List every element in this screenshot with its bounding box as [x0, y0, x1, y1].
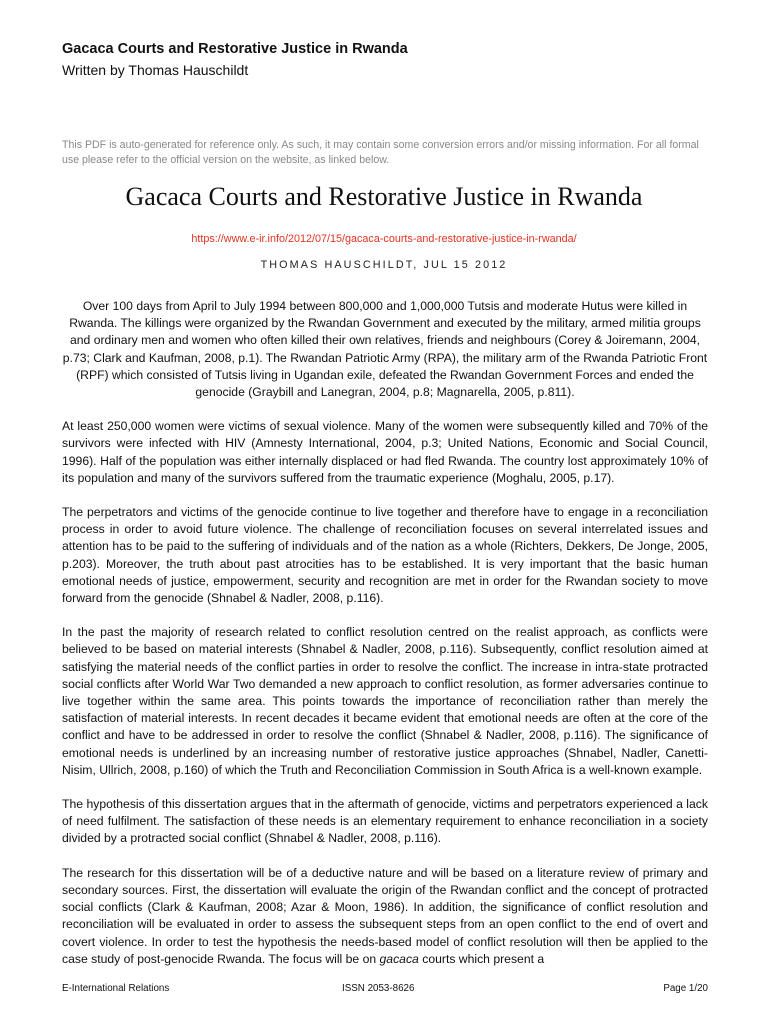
paragraph-6-text: The research for this dissertation will be of a deductive nature and will be based on a literature review of primary and secondary sources. First, the dissertation will evaluate the origin of the Rwandan conflict and the concept of protracted social conflicts (Clark & Kaufman, 2008; Azar & Moon, 1986). In addition, the significance of conflict resolution and reconciliation will be evaluated in order to assess the subsequent steps from an open conflict to the end of overt and covert violence. In order to test the hypothesis the needs-based model of conflict resolution will then be applied to the case study of post-genocide Rwanda. The focus will be on [62, 865, 708, 966]
article-title: Gacaca Courts and Restorative Justice in Rwanda [125, 182, 643, 211]
header-title: Gacaca Courts and Restorative Justice in Rwanda [62, 41, 408, 57]
footer-publisher: E-International Relations [62, 983, 170, 994]
footer-issn: ISSN 2053-8626 [342, 983, 415, 994]
article-byline: THOMAS HAUSCHILDT, JUL 15 2012 [260, 259, 508, 271]
paragraph-6 [62, 865, 708, 968]
paragraph-4: In the past the majority of research related to conflict resolution centred on the realist approach, as conflicts were believed to be based on material interests (Shnabel & Nadler, 2008, p.116). Subsequently, conflict resolution aimed at satisfying the material needs of the conflict parties in order to resolve the conflict. The increase in intra-state protracted social conflicts after World War Two demanded a new approach to conflict resolution, as former adversaries continue to live together within the same area. This points towards the importance of reconciliation rather than merely the satisfaction of material interests. In recent decades it became evident that emotional needs are often at the core of the conflict and have to be addressed in order to resolve the conflict (Shnabel & Nadler, 2008, p.116). The significance of emotional needs is underlined by an increasing number of restorative justice approaches (Shnabel, Nadler, Canetti-Nisim, Ullrich, 2008, p.160) of which the Truth and Reconciliation Commission in South Africa is a well-known example. [62, 625, 708, 777]
paragraph-2: At least 250,000 women were victims of sexual violence. Many of the women were subsequently killed and 70% of the survivors were infected with HIV (Amnesty International, 2004, p.3; United Nations, Economic and Social Council, 1996). Half of the population was either internally displaced or had fled Rwanda. The country lost approximately 10% of its population and many of the survivors suffered from the traumatic experience (Moghalu, 2005, p.17). [62, 419, 708, 485]
paragraph-6-tail: courts which present a [418, 951, 545, 966]
article-url-link[interactable]: https://www.e-ir.info/2012/07/15/gacaca-courts-and-restorative-justice-in-rwanda/ [191, 233, 577, 245]
page-footer [62, 983, 708, 997]
header-author: Written by Thomas Hauschildt [62, 62, 249, 78]
paragraph-5: The hypothesis of this dissertation argues that in the aftermath of genocide, victims and perpetrators experienced a lack of need fulfilment. The satisfaction of these needs is an elementary requirement to enhance reconciliation in a society divided by a protracted social conflict (Shnabel & Nadler, 2008, p.116). [62, 797, 708, 846]
paragraph-6-italic: gacaca [379, 951, 419, 966]
article-body [62, 298, 708, 968]
paragraph-1: Over 100 days from April to July 1994 between 800,000 and 1,000,000 Tutsis and moderate Hutus were killed in Rwanda. The killings were organized by the Rwandan Government and executed by the military, armed militia groups and ordinary men and women who often killed their own relatives, friends and neighbours (Corey & Joiremann, 2004, p.73; Clark and Kaufman, 2008, p.1). The Rwandan Patriotic Army (RPA), the military arm of the Rwanda Patriotic Front (RPF) which consisted of Tutsis living in Ugandan exile, defeated the Rwandan Government Forces and ended the genocide (Graybill and Lanegran, 2004, p.8; Magnarella, 2005, p.811). [62, 299, 708, 400]
footer-page-number: Page 1/20 [663, 983, 708, 994]
disclaimer-note: This PDF is auto-generated for reference only. As such, it may contain some conversion errors and/or missing information. For all formal use please refer to the official version on the website, as linked below. [62, 139, 699, 166]
paragraph-3: The perpetrators and victims of the genocide continue to live together and therefore have to engage in a reconciliation process in order to avoid future violence. The challenge of reconciliation focuses on several interrelated issues and attention has to be paid to the suffering of individuals and of the nation as a whole (Richters, Dekkers, De Jonge, 2005, p.203). Moreover, the truth about past atrocities has to be established. It is very important that the basic human emotional needs of justice, empowerment, security and recognition are met in order for the Rwandan society to move forward from the genocide (Shnabel & Nadler, 2008, p.116). [62, 505, 708, 606]
